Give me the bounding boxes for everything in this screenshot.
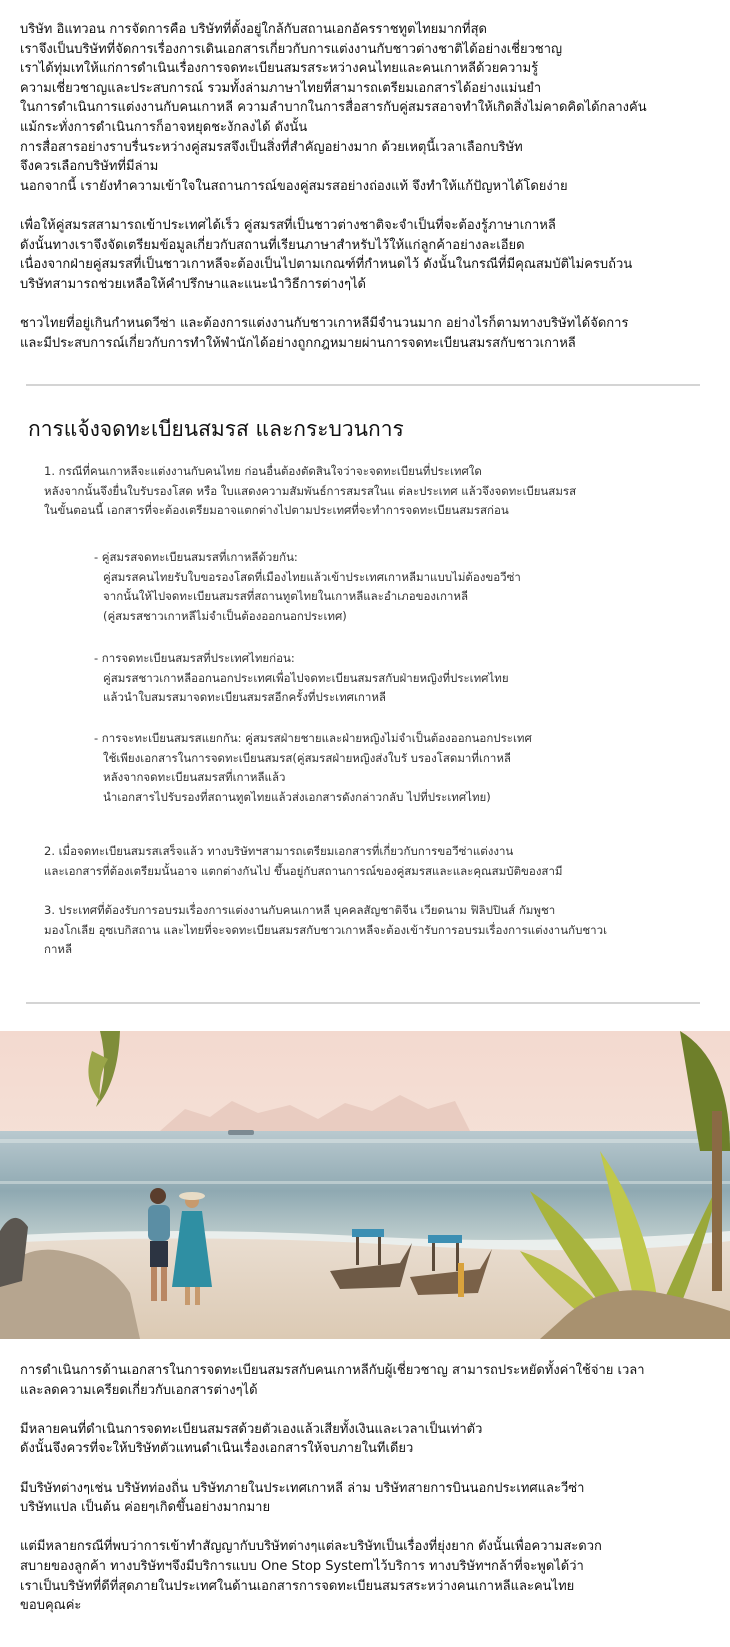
divider	[26, 384, 700, 386]
sub-item-separate	[94, 729, 694, 807]
text-line: นอกจากนี้ เรายังทำความเข้าใจในสถานการณ์ของคู่สมรสอย่างถ่องแท้ จึงทำให้แก้ปัญหาได้โดยง่าย	[20, 178, 568, 194]
text-line: มองโกเลีย อุซเบกิสถาน และไทยที่จะจดทะเบียนสมรสกับชาวเกาหลีจะต้องเข้ารับการอบรมเรื่องการแต่งงานกับชาวเ	[44, 922, 608, 937]
sub-item-korea	[94, 548, 694, 626]
text-line: - การจะทะเบียนสมรสแยกกัน: คู่สมรสฝ่ายชายและฝ่ายหญิงไม่จำเป็นต้องออกนอกประเทศ	[94, 731, 532, 745]
intro-text	[20, 20, 720, 373]
text-line: ใช้เพียงเอกสารในการจดทะเบียนสมรส(คู่สมรสฝ่ายหญิงส่งใบรั บรองโสดมาที่เกาหลี	[103, 750, 511, 765]
text-line: บริษัทสามารถช่วยเหลือให้คำปรึกษาและแนะนำวิธีการต่างๆได้	[20, 276, 366, 292]
text-line: หลังจากจดทะเบียนสมรสที่เกาหลีแล้ว	[103, 770, 286, 785]
text-line: - การจดทะเบียนสมรสที่ประเทศไทยก่อน:	[94, 651, 295, 665]
text-line: กาหลี	[44, 942, 73, 957]
intro-paragraph-3	[20, 314, 720, 353]
text-line: คู่สมรสชาวเกาหลีออกนอกประเทศเพื่อไปจดทะเบียนสมรสกับฝ่ายหญิงที่ประเทศไทย	[103, 670, 509, 685]
step-3	[44, 901, 704, 960]
text-line: แต่มีหลายกรณีที่พบว่าการเข้าทำสัญญากับบริษัทต่างๆแต่ละบริษัทเป็นเรื่องที่ยุ่งยาก ดังนั้นเพื่อความสะดวก	[20, 1539, 602, 1555]
text-line: เนื่องจากฝ่ายคู่สมรสที่เป็นชาวเกาหลีจะต้องเป็นไปตามเกณฑ์ที่กำหนดไว้ ดังนั้นในกรณีที่มีคุณสมบัติไม่ครบถ้วน	[20, 257, 633, 273]
text-line: การสื่อสารอย่างราบรื่นระหว่างคู่สมรสจึงเป็นสิ่งที่สำคัญอย่างมาก ด้วยเหตุนี้เวลาเลือกบริษัท	[20, 139, 523, 155]
text-line: คู่สมรสคนไทยรับใบขอรองโสดที่เมืองไทยแล้วเข้าประเทศเกาหลีมาแบบไม่ต้องขอวีซ่า	[103, 569, 521, 584]
sub-item-thailand	[94, 649, 694, 708]
text-line: จึงควรเลือกบริษัทที่มีล่าม	[20, 159, 159, 175]
text-line: 1. กรณีที่คนเกาหลีจะแต่งงานกับคนไทย ก่อนอื่นต้องตัดสินใจว่าจะจดทะเบียนที่ประเทศใด	[44, 464, 482, 478]
text-line: 3. ประเทศที่ต้องรับการอบรมเรื่องการแต่งงานกับคนเกาหลี บุคคลสัญชาติจีน เวียดนาม ฟิลิปปินส์ กัมพูชา	[44, 903, 556, 917]
text-line: การดำเนินการด้านเอกสารในการจดทะเบียนสมรสกับคนเกาหลีกับผู้เชี่ยวชาญ สามารถประหยัดทั้งค่าใช้จ่าย เวลา	[20, 1363, 645, 1378]
step-1	[44, 462, 704, 521]
text-line: มีหลายคนที่ดำเนินการจดทะเบียนสมรสด้วยตัวเองแล้วเสียทั้งเงินและเวลาเป็นเท่าตัว	[20, 1421, 483, 1437]
text-line: นำเอกสารไปรับรองที่สถานทูตไทยแล้วส่งเอกสารดังกล่าวกลับ ไปที่ประเทศไทย)	[103, 789, 491, 804]
intro-paragraph-2	[20, 216, 720, 294]
text-line: แม้กระทั่งการดำเนินการก็อาจหยุดชะงักลงได้ ดังนั้น	[20, 119, 308, 135]
text-line: ขอบคุณค่ะ	[20, 1598, 82, 1614]
outro-paragraph-2	[20, 1420, 720, 1459]
text-line: และมีประสบการณ์เกี่ยวกับการทำให้พำนักได้อย่างถูกกฎหมายผ่านการจดทะเบียนสมรสกับชาวเกาหลี	[20, 335, 576, 351]
divider	[26, 1002, 700, 1004]
text-line: บริษัทแปล เป็นต้น ค่อยๆเกิดขึ้นอย่างมากมาย	[20, 1500, 271, 1516]
text-line: ดังนั้นทางเราจึงจัดเตรียมข้อมูลเกี่ยวกับสถานที่เรียนภาษาสำหรับไว้ให้แก่ลูกค้าอย่างละเอียด	[20, 237, 525, 253]
text-line: มีบริษัทต่างๆเช่น บริษัทท่องถิ่น บริษัทภายในประเทศเกาหลี ล่าม บริษัทสายการบินนอกประเทศและวีซ่า	[20, 1480, 585, 1496]
text-line: บริษัท อิแทวอน การจัดการคือ บริษัทที่ตั้งอยู่ใกล้กับสถานเอกอัครราชทูตไทยมากที่สุด	[20, 22, 487, 37]
beach-couple-photo	[0, 1031, 730, 1339]
text-line: ดังนั้นจึงควรที่จะให้บริษัทตัวแทนดำเนินเรื่องเอกสารให้จบภายในทีเดียว	[20, 1441, 414, 1457]
text-line: ชาวไทยที่อยู่เกินกำหนดวีซ่า และต้องการแต่งงานกับชาวเกาหลีมีจำนวนมาก อย่างไรก็ตามทางบริษัทได้จัดการ	[20, 315, 629, 331]
step-2	[44, 842, 704, 881]
outro-text	[20, 1361, 720, 1635]
text-line: และลดความเครียดเกี่ยวกับเอกสารต่างๆได้	[20, 1382, 258, 1398]
text-line: แล้วนำใบสมรสมาจดทะเบียนสมรสอีกครั้งที่ประเทศเกาหลี	[103, 690, 386, 705]
outro-paragraph-3	[20, 1479, 720, 1518]
outro-paragraph-1	[20, 1361, 720, 1400]
text-line: - คู่สมรสจดทะเบียนสมรสที่เกาหลีด้วยกัน:	[94, 550, 298, 564]
text-line: ในการดำเนินการแต่งงานกับคนเกาหลี ความลำบากในการสื่อสารกับคู่สมรสอาจทำให้เกิดสิ่งไม่คาดคิดได้กลางคัน	[20, 100, 647, 116]
text-line: และเอกสารที่ต้องเตรียมนั้นอาจ แตกต่างกันไป ขึ้นอยู่กับสถานการณ์ของคู่สมรสและและคุณสมบัติของสามี	[44, 863, 563, 878]
text-line: เราได้ทุ่มเทให้แก่การดำเนินเรื่องการจดทะเบียนสมรสระหว่างคนไทยและคนเกาหลีด้วยความรู้	[20, 61, 539, 77]
text-line: เราจึงเป็นบริษัทที่จัดการเรื่องการเดินเอกสารเกี่ยวกับการแต่งงานกับชาวต่างชาติได้อย่างเชี่ยวชาญ	[20, 41, 563, 57]
text-line: เพื่อให้คู่สมรสสามารถเข้าประเทศได้เร็ว คู่สมรสที่เป็นชาวต่างชาติจะจำเป็นที่จะต้องรู้ภาษาเกาหลี	[20, 217, 556, 233]
text-line: จากนั้นให้ไปจดทะเบียนสมรสที่สถานทูตไทยในเกาหลีและอำเภอของเกาหลี	[103, 589, 469, 604]
text-line: (คู่สมรสชาวเกาหลีไม่จำเป็นต้องออกนอกประเทศ)	[103, 608, 347, 623]
intro-paragraph-1	[20, 20, 720, 196]
section-title: การแจ้งจดทะเบียนสมรส และกระบวนการ	[28, 417, 404, 441]
text-line: 2. เมื่อจดทะเบียนสมรสเสร็จแล้ว ทางบริษัทฯสามารถเตรียมเอกสารที่เกี่ยวกับการขอวีซ่าแต่งงาน	[44, 844, 514, 858]
text-line: ในขั้นตอนนี้ เอกสารที่จะต้องเตรียมอาจแตกต่างไปตามประเทศที่จะทำการจดทะเบียนสมรสก่อน	[44, 503, 509, 518]
text-line: หลังจากนั้นจึงยื่นใบรับรองโสด หรือ ใบแสดงความสัมพันธ์การสมรสในแ ต่ละประเทศ แล้วจึงจดทะเบียนสมรส	[44, 483, 577, 498]
text-line: สบายของลูกค้า ทางบริษัทฯจึงมีบริการแบบ One Stop Systemไว้บริการ ทางบริษัทฯกล้าที่จะพูดได้ว่า	[20, 1558, 584, 1574]
outro-paragraph-4	[20, 1537, 720, 1615]
text-line: ความเชี่ยวชาญและประสบการณ์ รวมทั้งล่ามภาษาไทยที่สามารถเตรียมเอกสารได้อย่างแม่นยำ	[20, 80, 542, 96]
text-line: เราเป็นบริษัทที่ดีที่สุดภายในประเทศในด้านเอกสารการจดทะเบียนสมรสระหว่างคนเกาหลีและคนไทย	[20, 1578, 575, 1594]
